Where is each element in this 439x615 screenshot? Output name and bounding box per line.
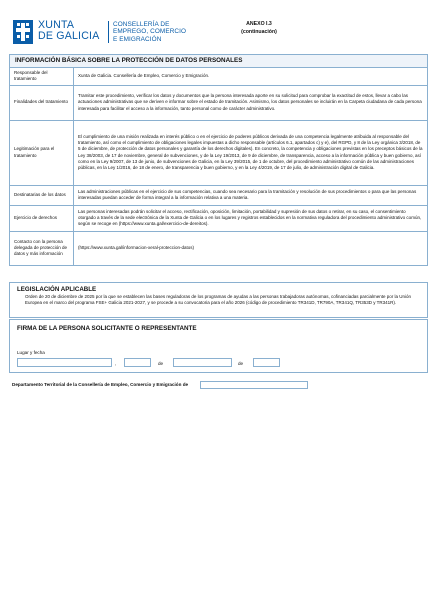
xunta-logo-icon (13, 20, 33, 44)
row-text: Xunta de Galicia. Consellería de Empleo, Comercio y Emigración. (74, 68, 428, 85)
territorial-department-label: Departamento Territorial de la Consellería de Empleo, Comercio y Emigración de (12, 382, 189, 387)
row-label: Responsable del tratamiento (10, 68, 74, 85)
logo-line2: DE GALICIA (38, 30, 100, 42)
dept-line2: EMPREGO, COMERCIO (113, 28, 187, 36)
table-row (10, 231, 427, 265)
de-separator-1: de (158, 361, 164, 366)
annex-continuation: (continuación) (241, 28, 277, 35)
row-label: Legitimación para el tratamiento (10, 120, 74, 185)
legislation-section (9, 282, 428, 318)
row-text: Tramitar este procedimiento, verificar los datos y documentos que la persona interesada aporte en su solicitud para comprobar la exactitud de estos, llevar a cabo las actuaciones administrativas que se deriven e informar sobre el estado de tramitación. Asimismo, los datos personales se incluirán en la Carpeta ciudadana de cada persona interesada para facilitar el acceso a la información, tanto personal como de carácter administrativo. (74, 85, 428, 120)
table-row (10, 185, 427, 205)
table-row (10, 85, 427, 120)
year-field[interactable] (253, 358, 280, 367)
row-label: Finalidades del tratamiento (10, 85, 74, 120)
table-row (10, 68, 427, 85)
row-label: Ejercicio de derechos (10, 205, 74, 231)
signature-section (9, 319, 428, 373)
comma-separator: , (115, 361, 117, 366)
dept-line3: E EMIGRACIÓN (113, 35, 162, 43)
data-protection-title: INFORMACIÓN BÁSICA SOBRE LA PROTECCIÓN DE DATOS PERSONALES (10, 55, 427, 68)
row-text: El cumplimiento de una misión realizada en interés público o en el ejercicio de poderes públicos derivada de una competencia legalmente atribuida al responsable del tratamiento, así como el cumplimiento de obligaciones legales impuestas a dicho responsable (artículos 6.1, apartados c) y e), del RGPD, y 8 de la Ley orgánica 3/2018, de 5 de diciembre, de protección de datos personales y garantía de los derechos digitales). En concreto, la competencia y obligaciones previstas en los preceptos básicos de la Ley 38/2003, de 17 de noviembre, general de subvenciones, y de la Ley 19/2013, de 9 de diciembre, de transparencia, acceso a la información pública y buen gobierno, así como en la Ley 9/2007, de 13 de junio, de subvenciones de Galicia, en la Ley 39/2015, de 1 de octubre, del procedimiento administrativo común de las administraciones públicas, en la Ley 1/2016, de 18 de enero, de transparencia y buen gobierno, y en la Ley 4/2019, de 17 de julio, de administración digital de Galicia. (74, 120, 428, 185)
document-header (13, 18, 433, 48)
table-row (10, 120, 427, 185)
place-field[interactable] (17, 358, 112, 367)
data-protection-table (10, 68, 427, 265)
logo-divider (108, 21, 109, 43)
row-label: Contacto con la persona delegada de protección de datos y más información (10, 231, 74, 265)
place-date-label: Lugar y fecha (17, 350, 45, 355)
row-text: (https://www.xunta.gal/informacion-xeral-proteccion-datos) (78, 245, 195, 251)
department-name (113, 21, 186, 43)
signature-title: FIRMA DE LA PERSONA SOLICITANTE O REPRESENTANTE (17, 325, 197, 332)
row-text: Las personas interesadas podrán solicitar el acceso, rectificación, oposición, limitación, portabilidad y supresión de sus datos o retirar, en su caso, el consentimiento otorgado a través de la sede electrónica de la Xunta de Galicia o en los lugares y registros establecidos en la normativa reguladora del procedimiento administrativo común, según se recoge en (https://www.xunta.gal/exercicio-de-dereitos). (74, 205, 428, 231)
logo-line1: XUNTA (38, 19, 75, 31)
day-field[interactable] (124, 358, 151, 367)
annex-heading (224, 21, 294, 36)
de-separator-2: de (238, 361, 244, 366)
row-label: Destinatarias de los datos (10, 185, 74, 205)
legislation-text: Orden de 20 de diciembre de 2025 por la que se establecen las bases reguladoras de los programas de ayudas a las personas trabajadoras autónomas, cofinanciadas parcialmente por la Unión Europea en el marco del programa FSE+ Galicia 2021-2027, y se procede a su convocatoria para el año 2026 (código de procedimiento TR341D, TR790A, TR341Q, TR353D y TR341R). (25, 294, 411, 306)
month-field[interactable] (173, 358, 232, 367)
territorial-department-field[interactable] (200, 381, 308, 389)
row-text: Las administraciones públicas en el ejercicio de sus competencias, cuando sea necesario para la tramitación y resolución de sus procedimientos o para que las personas interesadas puedan acceder de forma integral a la información relativa a una materia. (74, 185, 428, 205)
table-row (10, 205, 427, 231)
xunta-wordmark (38, 20, 99, 42)
legislation-title: LEGISLACIÓN APLICABLE (17, 286, 97, 293)
data-protection-section (9, 54, 428, 266)
dept-line1: CONSELLERÍA DE (113, 21, 170, 28)
annex-number: ANEXO I.3 (246, 21, 272, 27)
